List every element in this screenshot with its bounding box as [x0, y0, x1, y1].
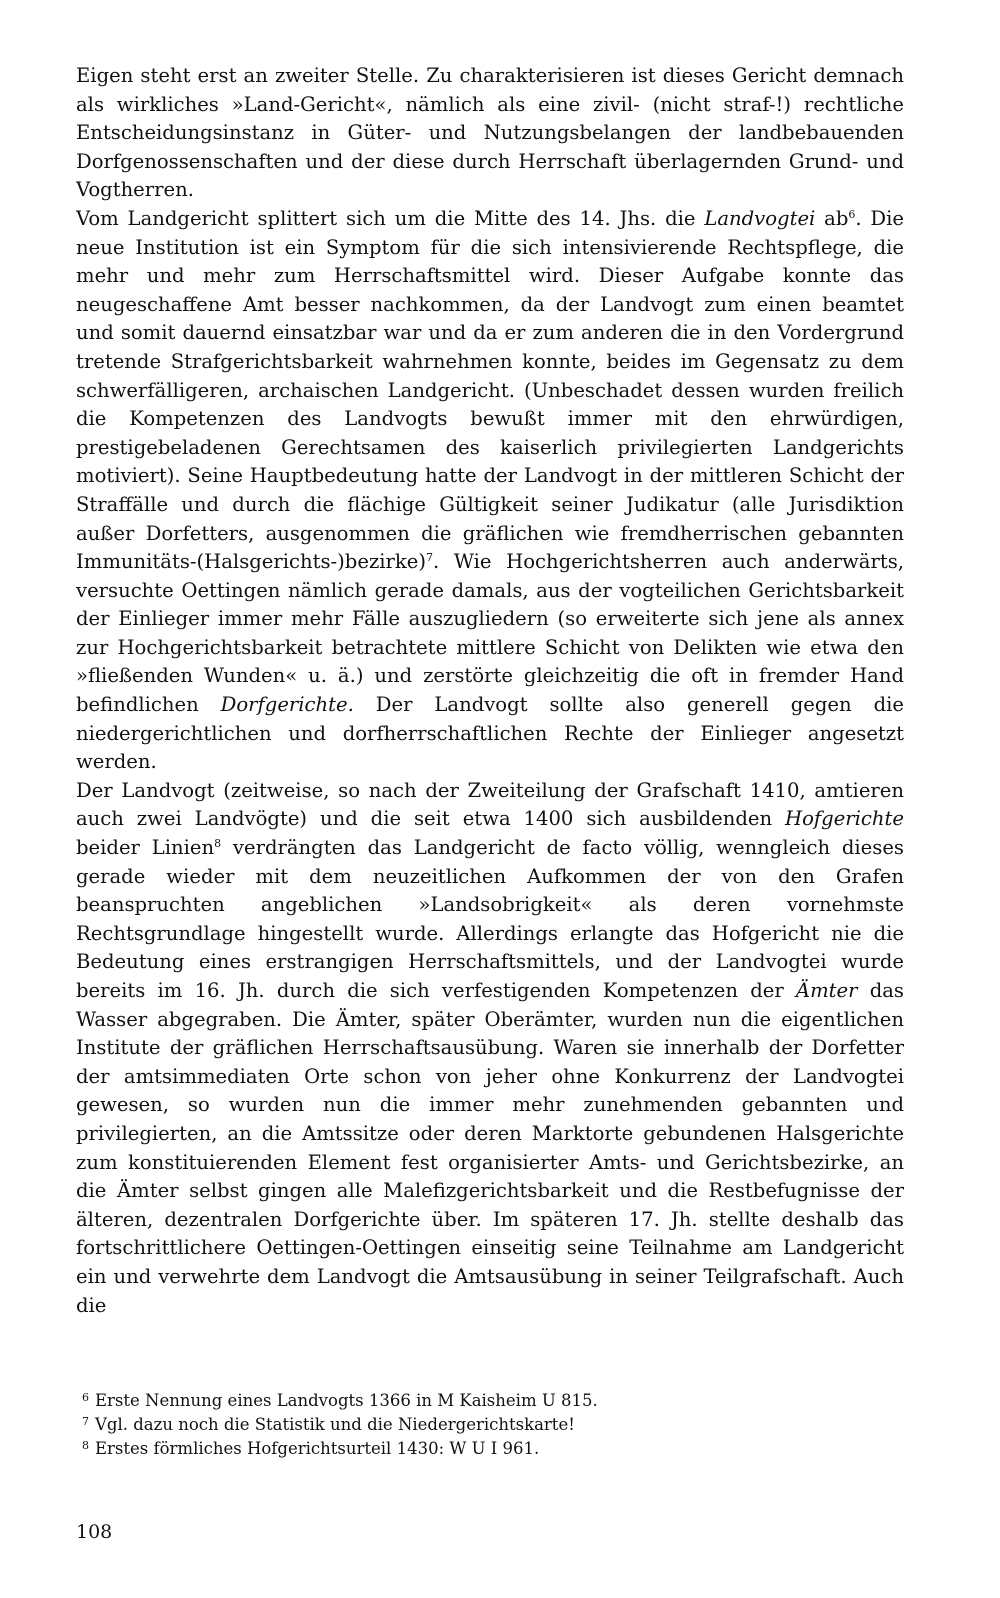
text-run: Vom Landgericht splittert sich um die Mitte des 14. Jhs. die [76, 206, 705, 230]
text-run: . Wie Hochgerichtsherren auch anderwärts, versuchte Oettingen nämlich gerade damals, aus der vogteilichen Gerichtsbarkeit der Einlieger immer mehr Fälle auszugliedern (so erweiterte sich jene als annex zur Hochgerichtsbarkeit betrachtete mittlere Schicht von Delikten wie etwa den »fließenden Wunden« u. ä.) und zerstörte gleichzeitig die oft in fremder Hand befindlichen [76, 550, 904, 717]
text-run: verdrängten das Landgericht de facto völlig, wenngleich dieses gerade wieder mit dem neuzeitlichen Aufkommen der von den Grafen beanspruchten angeblichen »Landsobrigkeit« als deren vornehmste Rechtsgrundlage hingestellt wurde. Allerdings erlangte das Hofgericht nie die Bedeutung eines erstrangigen Herrschaftsmittels, und der Landvogtei wurde bereits im 16. Jh. durch die sich verfestigenden Kompetenzen der [76, 836, 904, 1002]
paragraph [76, 777, 904, 1320]
text-run: beider Linien [76, 836, 215, 860]
page-number: 108 [76, 1521, 113, 1543]
footnotes [82, 1389, 902, 1461]
footnote [82, 1437, 902, 1461]
footnote-text: Erste Nennung eines Landvogts 1366 in M Kaisheim U 815. [95, 1391, 598, 1410]
paragraph [76, 62, 904, 205]
footnote-ref: 8 [214, 837, 222, 851]
main-text [76, 62, 904, 1320]
italic-term: Hofgerichte [785, 807, 904, 831]
italic-term: Ämter [795, 979, 858, 1002]
footnote-text: Erstes förmliches Hofgerichtsurteil 1430: W U I 961. [95, 1439, 540, 1458]
footnote-text: Vgl. dazu noch die Statistik und die Niedergerichtskarte! [95, 1415, 575, 1434]
text-run: Eigen steht erst an zweiter Stelle. Zu charakterisieren ist dieses Gericht demnach als wirkliches »Land-Gericht«, nämlich als eine zivil- (nicht straf-!) rechtliche Entscheidungsinstanz in Güter- und Nutzungsbelangen der landbebauenden Dorfgenossenschaften und der diese durch Herrschaft überlagernden Grund- und Vogtherren. [76, 64, 904, 202]
footnote [82, 1389, 902, 1413]
italic-term: Dorfgerichte. [220, 693, 354, 717]
text-run: ab [815, 206, 849, 230]
text-run: Der Landvogt sollte also generell gegen die niedergerichtlichen und dorfherrschaftlichen Rechte der Einlieger angesetzt werden. [76, 693, 904, 774]
footnote-ref: 6 [848, 207, 856, 221]
paragraph [76, 205, 904, 777]
footnote [82, 1413, 902, 1437]
text-run: . Die neue Institution ist ein Symptom für die sich intensivierende Rechtspflege, die mehr und mehr zum Herrschaftsmittel wird. Dieser Aufgabe konnte das neugeschaffene Amt besser nachkommen, da der Landvogt zum einen beamtet und somit dauernd einsatzbar war und da er zum anderen die in den Vordergrund tretende Strafgerichtsbarkeit wahrnehmen konnte, beides im Gegensatz zu dem schwerfälligeren, archaischen Landgericht. (Unbeschadet dessen wurden freilich die Kompetenzen des Landvogts bewußt immer mit den ehrwürdigen, prestigebeladenen Gerechtsamen des kaiserlich privilegierten Landgerichts motiviert). Seine Hauptbedeutung hatte der Landvogt in der mittleren Schicht der Straffälle und durch die flächige Gültigkeit seiner Judikatur (alle Jurisdiktion außer Dorfetters, ausgenommen die gräflichen wie fremdherrischen gebannten Immunitäts-(Halsgerichts-)bezirke) [76, 206, 904, 574]
footnote-mark: 6 [82, 1391, 89, 1404]
footnote-mark: 8 [82, 1439, 89, 1452]
text-run: Der Landvogt (zeitweise, so nach der Zweiteilung der Grafschaft 1410, amtieren auch zwei Landvögte) und die seit etwa 1400 sich ausbildenden [76, 778, 904, 831]
text-run: das Wasser abgegraben. Die Ämter, später Oberämter, wurden nun die eigentlichen Institute der gräflichen Herrschaftsausübung. Waren sie innerhalb der Dorfetter der amtsimmediaten Orte schon von jeher ohne Konkurrenz der Landvogtei gewesen, so wurden nun die immer mehr zunehmenden gebannten und privilegierten, an die Amtssitze oder deren Marktorte gebundenen Halsgerichte zum konstituierenden Element fest organisierter Amts- und Gerichtsbezirke, an die Ämter selbst gingen alle Malefizgerichtsbarkeit und die Restbefugnisse der älteren, dezentralen Dorfgerichte über. Im späteren 17. Jh. stellte deshalb das fortschrittlichere Oettingen-Oettingen einseitig seine Teilnahme am Landgericht ein und verwehrte dem Landvogt die Amtsausübung in seiner Teilgrafschaft. Auch die [76, 979, 904, 1317]
footnote-mark: 7 [82, 1415, 89, 1428]
italic-term: Landvogtei [704, 206, 816, 230]
footnote-ref: 7 [426, 551, 434, 565]
